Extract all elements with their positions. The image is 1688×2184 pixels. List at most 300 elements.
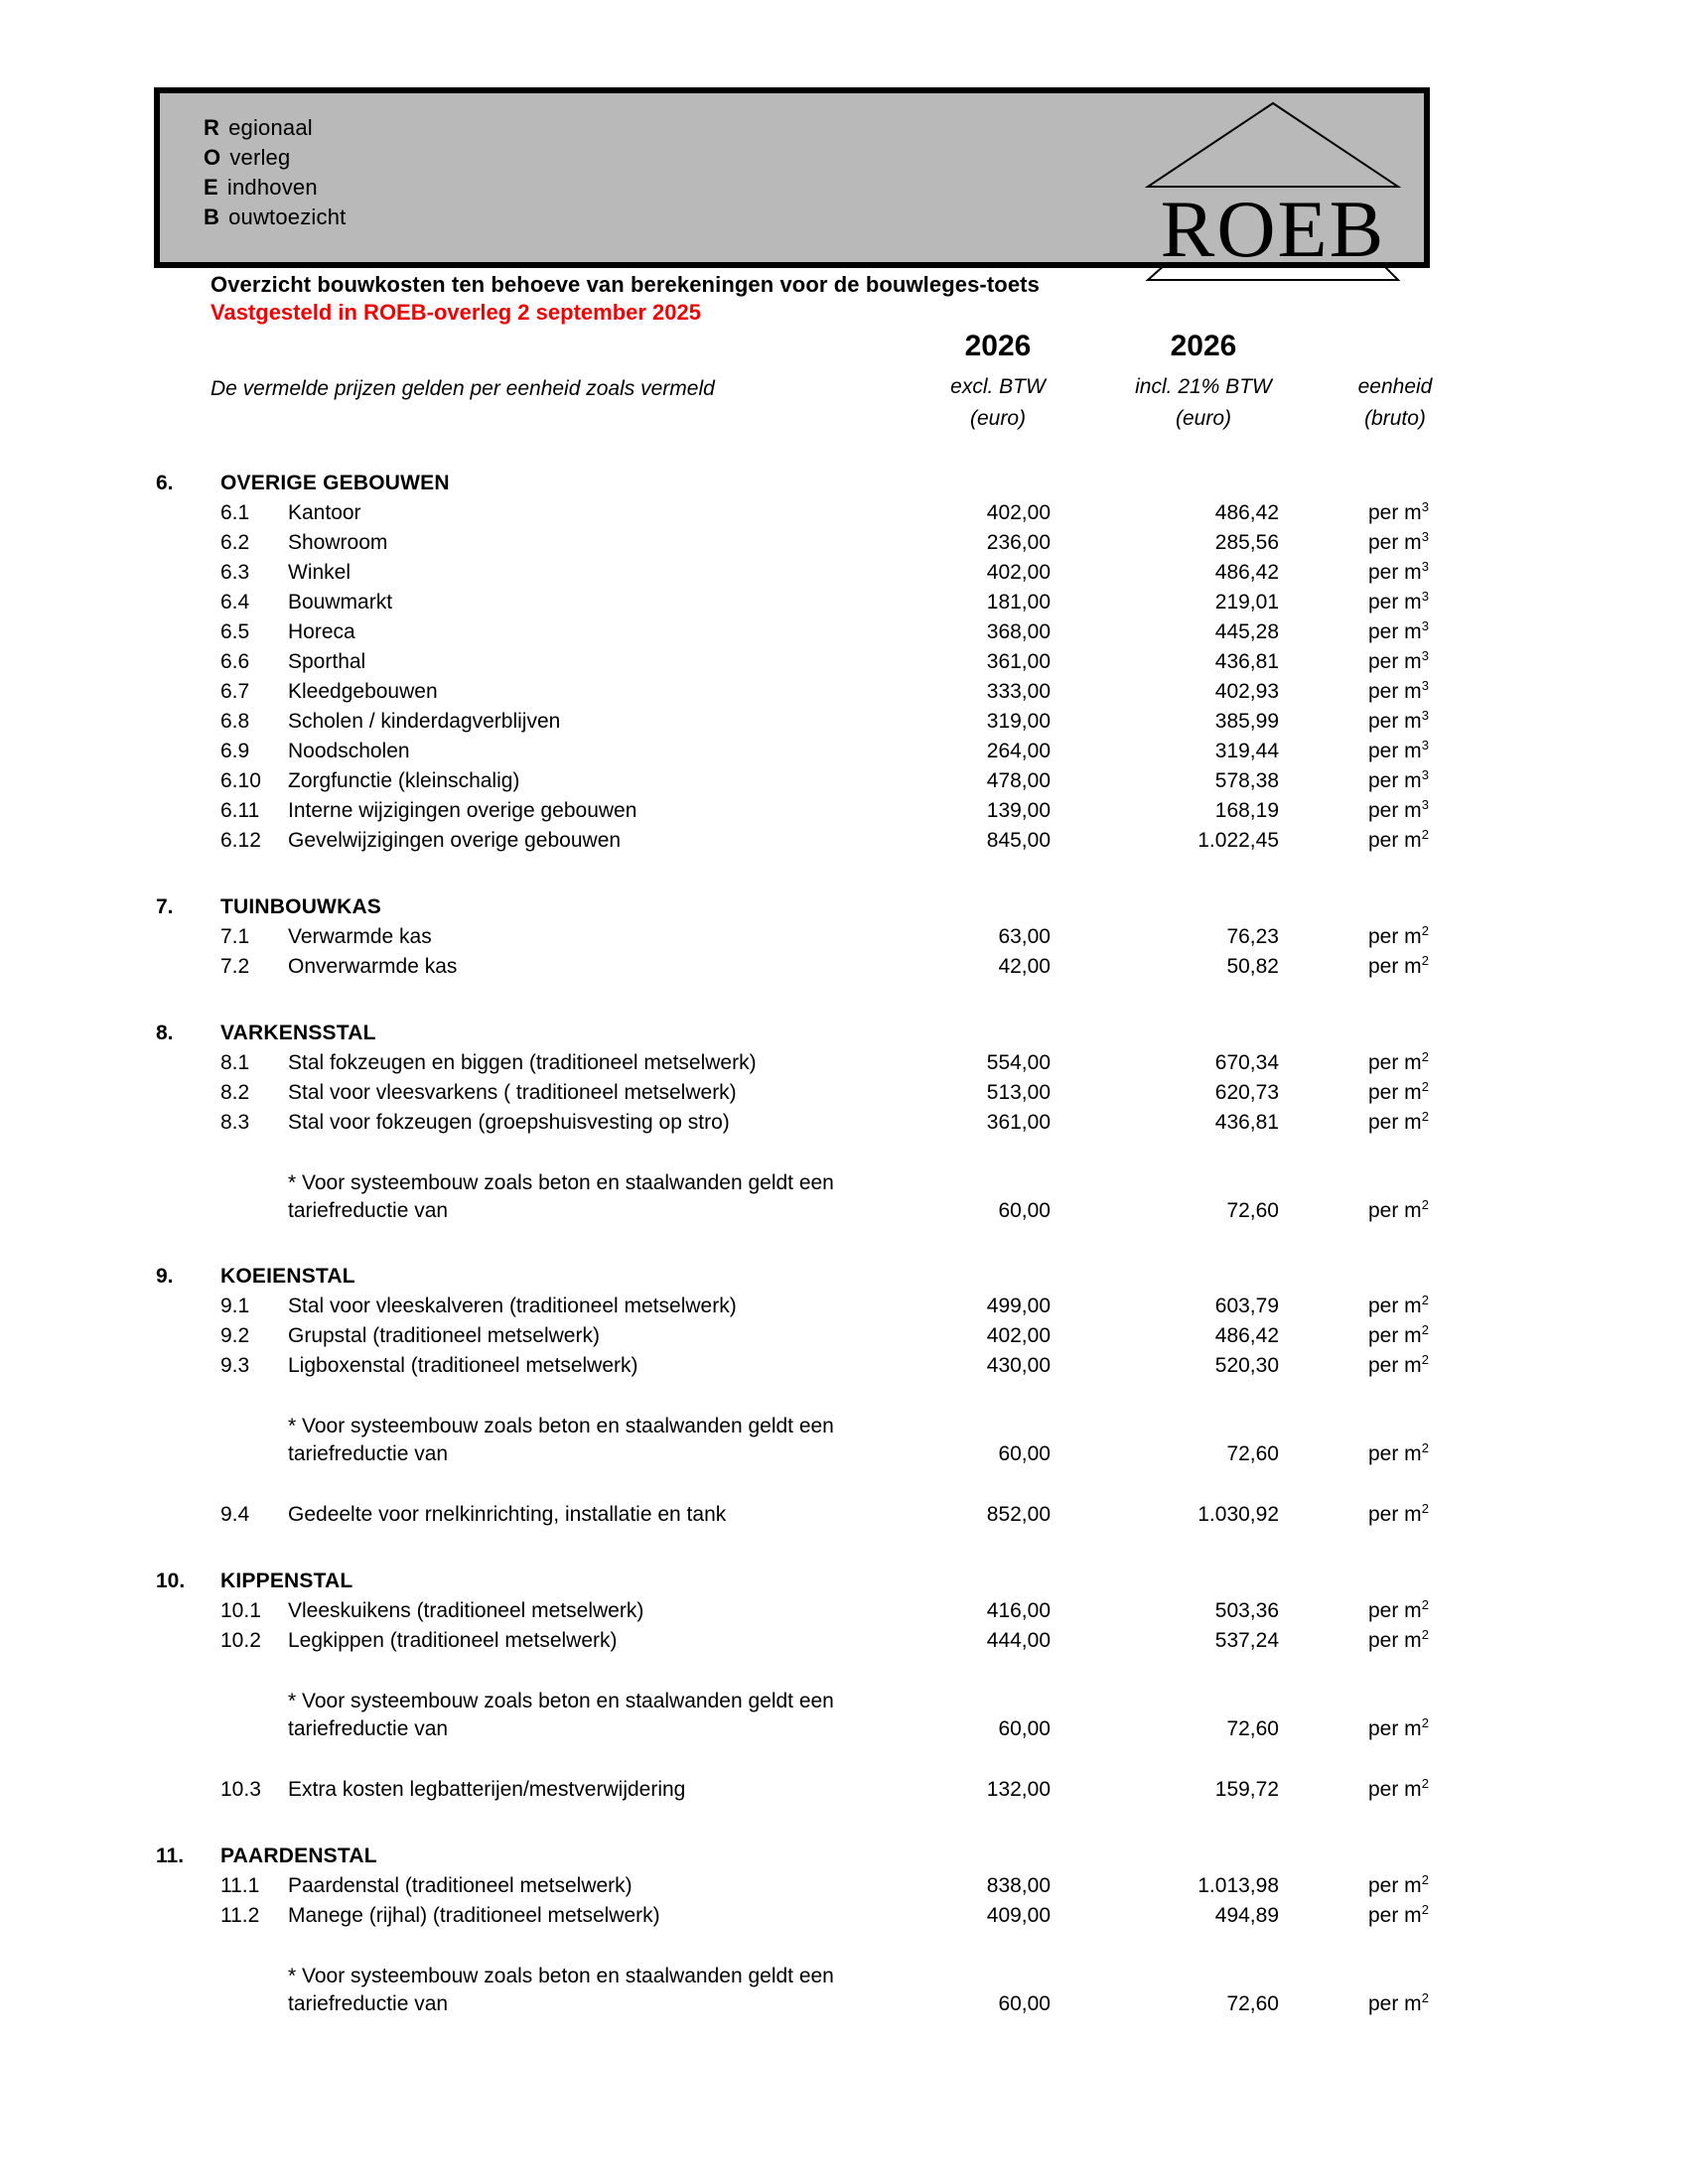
unit-cell [1283,677,1481,707]
table-row [0,737,1688,766]
unit-cell [1283,1871,1481,1901]
excl-value: 139,00 [986,799,1051,822]
unit-superscript: 3 [1421,589,1429,604]
unit-cell [1283,1440,1481,1468]
roeb-house-logo [1138,95,1408,286]
incl-value: 285,56 [1214,531,1279,554]
row-description: Onverwarmde kas [288,955,458,978]
unit-superscript: 2 [1421,1440,1429,1455]
row-code: 8.2 [220,1081,250,1104]
row-description: Zorgfunctie (kleinschalig) [288,769,520,792]
excl-value: 838,00 [986,1874,1051,1897]
row-description: Showroom [288,531,388,554]
row-code: 6.4 [220,591,250,614]
column-label-incl: incl. 21% BTW [1135,375,1272,398]
table-row [0,707,1688,737]
table-row [0,1108,1688,1138]
note-line1: * Voor systeembouw zoals beton en staalwanden geldt een [288,1690,834,1712]
unit-text: per m [1368,1874,1422,1897]
unit-superscript: 3 [1421,738,1429,752]
unit-superscript: 2 [1421,1293,1429,1307]
acronym-rest: indhoven [226,175,318,200]
table-row [0,498,1688,528]
row-code: 6.10 [220,769,261,792]
intro-note: De vermelde prijzen gelden per eenheid zoals vermeld [211,377,715,400]
row-code: 6.1 [220,501,250,524]
table-row [0,1626,1688,1656]
row-description: Kantoor [288,501,361,524]
table-row [0,922,1688,952]
unit-text: per m [1368,1051,1422,1074]
acronym-line [204,203,346,232]
incl-value: 72,60 [1226,1717,1279,1740]
unit-text: per m [1368,591,1422,614]
acronym-initial: B [204,205,220,229]
row-description: Noodscholen [288,740,410,762]
unit-superscript: 2 [1421,1776,1429,1791]
section-title: PAARDENSTAL [220,1844,377,1867]
excl-value: 60,00 [998,1717,1051,1740]
gap-spacer [0,1381,1688,1413]
excl-value: 402,00 [986,1324,1051,1347]
row-description: Vleeskuikens (traditioneel metselwerk) [288,1599,644,1622]
table-row [0,1048,1688,1078]
table-row [0,1775,1688,1805]
unit-superscript: 3 [1421,499,1429,514]
row-code: 6.7 [220,680,250,703]
excl-value: 60,00 [998,1199,1051,1222]
incl-value: 494,89 [1214,1904,1279,1927]
row-description: Bouwmarkt [288,591,393,614]
unit-cell [1283,796,1481,826]
note-row-1 [0,1688,1688,1715]
incl-value: 486,42 [1214,1324,1279,1347]
section-number: 8. [156,1022,174,1044]
row-code: 8.3 [220,1111,250,1134]
row-code: 6.12 [220,829,261,852]
unit-text: per m [1368,531,1422,554]
excl-value: 845,00 [986,829,1051,852]
excl-value: 132,00 [986,1778,1051,1801]
roeb-logo-text: ROEB [1160,184,1386,274]
incl-value: 72,60 [1226,1992,1279,2015]
incl-value: 72,60 [1226,1442,1279,1465]
unit-cell [1283,1596,1481,1626]
unit-text: per m [1368,1111,1422,1134]
incl-value: 620,73 [1214,1081,1279,1104]
gap-spacer [0,1138,1688,1169]
unit-superscript: 2 [1421,1109,1429,1124]
section-header-row [0,1842,1688,1871]
table-row [0,1078,1688,1108]
column-sub-incl: (euro) [1175,407,1232,430]
note-row-2 [0,1715,1688,1743]
unit-text: per m [1368,650,1422,673]
acronym-line [204,173,346,203]
incl-value: 50,82 [1226,955,1279,978]
unit-superscript: 2 [1421,1597,1429,1612]
unit-text: per m [1368,561,1422,584]
section-title: KOEIENSTAL [220,1265,355,1288]
table-row [0,1351,1688,1381]
section-title: VARKENSSTAL [220,1022,376,1044]
row-description: Stal voor vleesvarkens ( traditioneel metselwerk) [288,1081,737,1104]
section-title: TUINBOUWKAS [220,895,382,918]
note-line2: tariefreductie van [288,1717,449,1740]
incl-value: 1.022,45 [1197,829,1279,852]
row-description: Paardenstal (traditioneel metselwerk) [288,1874,633,1897]
unit-text: per m [1368,799,1422,822]
acronym-line [204,113,346,143]
unit-text: per m [1368,1324,1422,1347]
unit-cell [1283,737,1481,766]
excl-value: 63,00 [998,925,1051,948]
row-description: Extra kosten legbatterijen/mestverwijdering [288,1778,686,1801]
note-line2: tariefreductie van [288,1199,449,1222]
note-row-1 [0,1169,1688,1197]
unit-cell [1283,617,1481,647]
unit-cell [1283,766,1481,796]
price-table [0,469,1688,2018]
row-code: 6.2 [220,531,250,554]
incl-value: 670,34 [1214,1051,1279,1074]
excl-value: 60,00 [998,1992,1051,2015]
row-description: Ligboxenstal (traditioneel metselwerk) [288,1354,638,1377]
excl-value: 430,00 [986,1354,1051,1377]
excl-value: 264,00 [986,740,1051,762]
row-code: 9.2 [220,1324,250,1347]
section-10 [0,1567,1688,1805]
row-code: 11.1 [220,1874,260,1897]
incl-value: 537,24 [1214,1629,1279,1652]
unit-cell [1283,1108,1481,1138]
row-code: 6.3 [220,561,250,584]
gap-spacer [0,1468,1688,1500]
row-description: Gevelwijzigingen overige gebouwen [288,829,622,852]
unit-text: per m [1368,1778,1422,1801]
incl-value: 219,01 [1214,591,1279,614]
unit-text: per m [1368,680,1422,703]
unit-cell [1283,1292,1481,1321]
row-description: Scholen / kinderdagverblijven [288,710,561,733]
excl-value: 416,00 [986,1599,1051,1622]
unit-superscript: 2 [1421,1501,1429,1516]
incl-value: 578,38 [1214,769,1279,792]
table-row [0,528,1688,558]
unit-superscript: 2 [1421,1197,1429,1212]
unit-cell [1283,1351,1481,1381]
unit-superscript: 2 [1421,827,1429,842]
row-description: Stal voor vleeskalveren (traditioneel metselwerk) [288,1295,737,1317]
incl-value: 159,72 [1214,1778,1279,1801]
unit-cell [1283,952,1481,982]
unit-text: per m [1368,955,1422,978]
note-line1: * Voor systeembouw zoals beton en staalwanden geldt een [288,1171,834,1194]
table-row [0,1596,1688,1626]
table-row [0,677,1688,707]
unit-superscript: 3 [1421,529,1429,544]
section-7 [0,892,1688,982]
column-year-incl: 2026 [1170,330,1237,362]
unit-superscript: 2 [1421,1079,1429,1094]
excl-value: 60,00 [998,1442,1051,1465]
roof-triangle-icon [1148,103,1398,187]
incl-value: 445,28 [1214,620,1279,643]
unit-text: per m [1368,1199,1422,1222]
excl-value: 361,00 [986,650,1051,673]
note-row-1 [0,1413,1688,1440]
acronym-rest: verleg [229,145,291,170]
row-description: Interne wijzigingen overige gebouwen [288,799,637,822]
row-code: 9.1 [220,1295,250,1317]
row-code: 6.5 [220,620,250,643]
unit-cell [1283,1901,1481,1931]
unit-superscript: 2 [1421,923,1429,938]
column-year-excl: 2026 [964,330,1032,362]
table-row [0,647,1688,677]
row-code: 9.4 [220,1503,250,1526]
row-description: Sporthal [288,650,366,673]
section-header-row [0,1019,1688,1048]
unit-cell [1283,826,1481,856]
unit-superscript: 2 [1421,1322,1429,1337]
row-code: 7.2 [220,955,250,978]
unit-cell [1283,1500,1481,1530]
unit-superscript: 3 [1421,648,1429,663]
row-code: 10.3 [220,1778,261,1801]
section-8 [0,1019,1688,1225]
section-header-row [0,892,1688,922]
unit-text: per m [1368,925,1422,948]
incl-value: 385,99 [1214,710,1279,733]
row-code: 10.1 [220,1599,261,1622]
unit-cell [1283,1321,1481,1351]
unit-superscript: 3 [1421,767,1429,782]
unit-cell [1283,558,1481,588]
unit-superscript: 2 [1421,1352,1429,1367]
excl-value: 42,00 [998,955,1051,978]
row-code: 10.2 [220,1629,261,1652]
unit-text: per m [1368,1992,1422,2015]
unit-cell [1283,647,1481,677]
table-row [0,558,1688,588]
unit-cell [1283,588,1481,617]
row-code: 6.9 [220,740,250,762]
section-number: 10. [156,1570,186,1592]
section-number: 9. [156,1265,174,1288]
note-row-2 [0,1440,1688,1468]
table-row [0,617,1688,647]
unit-superscript: 2 [1421,1715,1429,1730]
excl-value: 513,00 [986,1081,1051,1104]
document-title: Overzicht bouwkosten ten behoeve van berekeningen voor de bouwleges-toets [211,272,1040,297]
column-sub-unit: (bruto) [1364,407,1426,430]
table-row [0,826,1688,856]
unit-superscript: 2 [1421,1049,1429,1064]
incl-value: 436,81 [1214,650,1279,673]
note-line2: tariefreductie van [288,1992,449,2015]
unit-superscript: 2 [1421,1902,1429,1917]
unit-cell [1283,707,1481,737]
acronym-rest: ouwtoezicht [228,205,347,229]
excl-value: 852,00 [986,1503,1051,1526]
row-description: Grupstal (traditioneel metselwerk) [288,1324,600,1347]
section-number: 11. [156,1844,185,1867]
row-code: 6.6 [220,650,250,673]
unit-cell [1283,528,1481,558]
note-line2: tariefreductie van [288,1442,449,1465]
excl-value: 499,00 [986,1295,1051,1317]
row-description: Verwarmde kas [288,925,432,948]
section-9 [0,1262,1688,1530]
incl-value: 603,79 [1214,1295,1279,1317]
unit-cell [1283,1775,1481,1805]
unit-text: per m [1368,1717,1422,1740]
unit-cell [1283,922,1481,952]
note-line1: * Voor systeembouw zoals beton en staalwanden geldt een [288,1965,834,1987]
unit-cell [1283,1990,1481,2018]
unit-superscript: 3 [1421,678,1429,693]
incl-value: 486,42 [1214,561,1279,584]
unit-text: per m [1368,1904,1422,1927]
unit-cell [1283,1078,1481,1108]
table-row [0,796,1688,826]
note-row-1 [0,1963,1688,1990]
acronym-rest: egionaal [228,115,313,140]
roeb-acronym [204,113,346,232]
incl-value: 76,23 [1226,925,1279,948]
unit-cell [1283,498,1481,528]
unit-text: per m [1368,710,1422,733]
section-6 [0,469,1688,856]
acronym-line [204,143,346,173]
section-title: KIPPENSTAL [220,1570,353,1592]
row-description: Kleedgebouwen [288,680,438,703]
incl-value: 168,19 [1214,799,1279,822]
row-code: 6.8 [220,710,250,733]
unit-superscript: 2 [1421,953,1429,968]
excl-value: 236,00 [986,531,1051,554]
row-description: Stal voor fokzeugen (groepshuisvesting op stro) [288,1111,730,1134]
incl-value: 319,44 [1214,740,1279,762]
excl-value: 402,00 [986,501,1051,524]
excl-value: 333,00 [986,680,1051,703]
row-code: 9.3 [220,1354,250,1377]
acronym-initial: E [204,175,218,200]
gap-spacer [0,1656,1688,1688]
unit-cell [1283,1048,1481,1078]
excl-value: 319,00 [986,710,1051,733]
excl-value: 181,00 [986,591,1051,614]
table-row [0,766,1688,796]
incl-value: 436,81 [1214,1111,1279,1134]
note-line1: * Voor systeembouw zoals beton en staalwanden geldt een [288,1415,834,1437]
section-header-row [0,1567,1688,1596]
unit-text: per m [1368,829,1422,852]
row-code: 7.1 [220,925,250,948]
row-description: Manege (rijhal) (traditioneel metselwerk) [288,1904,660,1927]
unit-cell [1283,1197,1481,1225]
acronym-initial: R [204,115,220,140]
unit-superscript: 3 [1421,559,1429,574]
unit-superscript: 2 [1421,1990,1429,2005]
unit-text: per m [1368,1629,1422,1652]
incl-value: 486,42 [1214,501,1279,524]
column-label-excl: excl. BTW [950,375,1046,398]
section-title: OVERIGE GEBOUWEN [220,472,450,494]
unit-text: per m [1368,1354,1422,1377]
unit-cell [1283,1715,1481,1743]
row-description: Legkippen (traditioneel metselwerk) [288,1629,618,1652]
excl-value: 478,00 [986,769,1051,792]
incl-value: 520,30 [1214,1354,1279,1377]
table-row [0,1321,1688,1351]
table-row [0,952,1688,982]
note-row-2 [0,1197,1688,1225]
row-code: 11.2 [220,1904,260,1927]
document-subtitle: Vastgesteld in ROEB-overleg 2 september 2025 [211,300,701,325]
excl-value: 554,00 [986,1051,1051,1074]
section-11 [0,1842,1688,2018]
table-row [0,1292,1688,1321]
incl-value: 1.030,92 [1197,1503,1279,1526]
unit-text: per m [1368,1599,1422,1622]
table-row [0,588,1688,617]
table-row [0,1901,1688,1931]
unit-text: per m [1368,740,1422,762]
unit-superscript: 3 [1421,797,1429,812]
unit-superscript: 3 [1421,618,1429,633]
row-description: Stal fokzeugen en biggen (traditioneel metselwerk) [288,1051,757,1074]
section-number: 7. [156,895,174,918]
column-label-unit: eenheid [1357,375,1433,398]
gap-spacer [0,1743,1688,1775]
section-number: 6. [156,472,174,494]
incl-value: 1.013,98 [1197,1874,1279,1897]
unit-cell [1283,1626,1481,1656]
unit-text: per m [1368,1503,1422,1526]
incl-value: 503,36 [1214,1599,1279,1622]
table-row [0,1871,1688,1901]
row-code: 8.1 [220,1051,250,1074]
excl-value: 361,00 [986,1111,1051,1134]
gap-spacer [0,1931,1688,1963]
unit-text: per m [1368,1081,1422,1104]
unit-text: per m [1368,1442,1422,1465]
section-header-row [0,469,1688,498]
row-description: Winkel [288,561,352,584]
row-code: 6.11 [220,799,260,822]
excl-value: 444,00 [986,1629,1051,1652]
unit-text: per m [1368,620,1422,643]
unit-superscript: 3 [1421,708,1429,723]
row-description: Horeca [288,620,355,643]
incl-value: 72,60 [1226,1199,1279,1222]
excl-value: 368,00 [986,620,1051,643]
unit-text: per m [1368,769,1422,792]
roeb-logo-box [154,87,1430,274]
incl-value: 402,93 [1214,680,1279,703]
unit-superscript: 2 [1421,1627,1429,1642]
excl-value: 402,00 [986,561,1051,584]
excl-value: 409,00 [986,1904,1051,1927]
unit-text: per m [1368,1295,1422,1317]
table-row [0,1500,1688,1530]
note-row-2 [0,1990,1688,2018]
acronym-initial: O [204,145,221,170]
row-description: Gedeelte voor rnelkinrichting, installatie en tank [288,1503,727,1526]
unit-text: per m [1368,501,1422,524]
